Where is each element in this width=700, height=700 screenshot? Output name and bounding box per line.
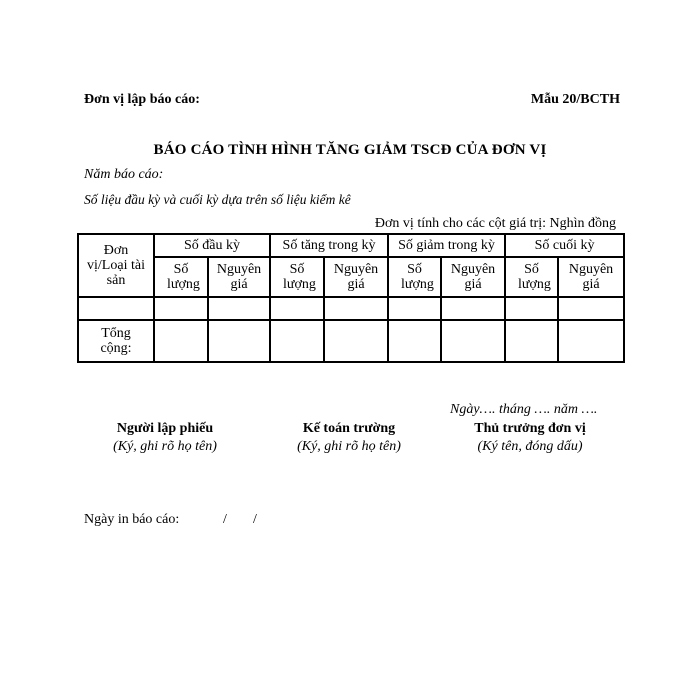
table-cell [78,297,154,320]
table-cell [208,320,270,362]
signature-role: Người lập phiếu [116,421,214,436]
table-cell [270,320,324,362]
reporting-unit-label: Đơn vị lập báo cáo: [84,92,200,107]
print-date-separator: / [223,512,227,527]
table-cell [388,297,441,320]
table-cell [154,320,208,362]
inventory-note: Số liệu đầu kỳ và cuối kỳ dựa trên số liệu kiểm kê [84,192,351,207]
header-original-price: Nguyên giá [324,257,388,297]
signing-date-line: Ngày…. tháng …. năm …. [450,402,598,417]
table-cell [558,297,624,320]
signature-role: Thủ trưởng đơn vị [474,421,586,436]
table-cell [505,320,558,362]
header-quantity: Số lượng [270,257,324,297]
table-cell [154,297,208,320]
signature-hint: (Ký, ghi rõ họ tên) [113,439,217,454]
print-date-separator: / [253,512,257,527]
table-cell [270,297,324,320]
form-code: Mẫu 20/BCTH [530,92,620,107]
header-closing-balance: Số cuối kỳ [505,234,624,257]
header-original-price: Nguyên giá [208,257,270,297]
header-original-price: Nguyên giá [558,257,624,297]
header-increase: Số tăng trong kỳ [270,234,388,257]
table-cell [324,320,388,362]
header-opening-balance: Số đầu kỳ [154,234,270,257]
signature-preparer [100,420,230,456]
print-date-label: Ngày in báo cáo: [84,512,180,527]
table-cell [441,320,505,362]
table-cell [208,297,270,320]
asset-change-table [77,233,625,363]
table-cell [441,297,505,320]
header-original-price: Nguyên giá [441,257,505,297]
table-row [78,297,624,320]
header-quantity: Số lượng [388,257,441,297]
currency-unit-note: Đơn vị tính cho các cột giá trị: Nghìn đồng [374,216,616,231]
table-cell [505,297,558,320]
report-year-label: Năm báo cáo: [84,167,164,182]
signature-hint: (Ký tên, đóng dấu) [477,439,583,454]
header-unit-asset-type: Đơn vị/Loại tài sản [78,234,154,297]
table-cell [388,320,441,362]
signature-head-of-unit [460,420,600,456]
total-label: Tổng cộng: [78,320,154,362]
header-quantity: Số lượng [505,257,558,297]
table-cell [558,320,624,362]
report-title: BÁO CÁO TÌNH HÌNH TĂNG GIẢM TSCĐ CỦA ĐƠN VỊ [153,142,547,158]
signature-chief-accountant [280,420,418,456]
total-row [78,320,624,362]
signature-role: Kế toán trường [302,421,396,436]
header-quantity: Số lượng [154,257,208,297]
signature-hint: (Ký, ghi rõ họ tên) [297,439,401,454]
header-decrease: Số giảm trong kỳ [388,234,505,257]
table-cell [324,297,388,320]
